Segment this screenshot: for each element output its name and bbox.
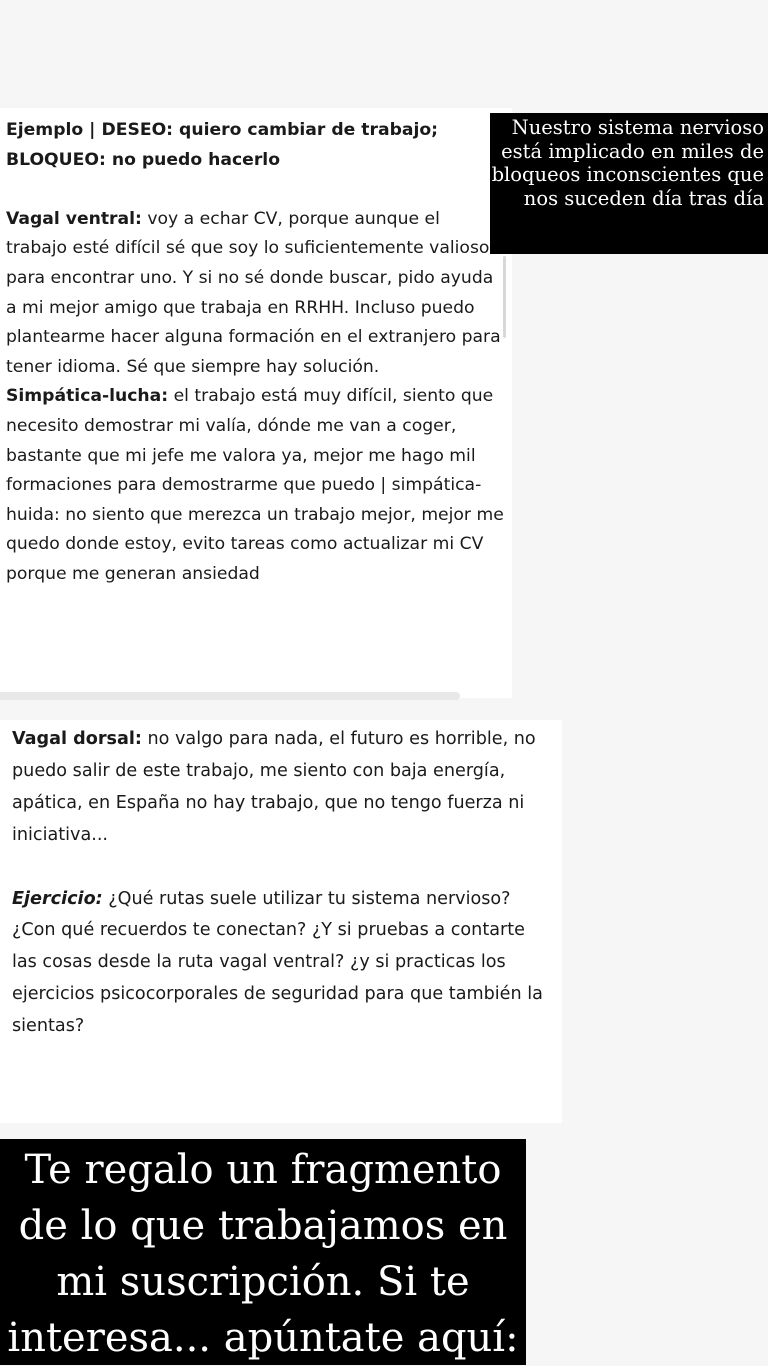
card-scrollbar[interactable] [503,256,506,338]
ventral-text: voy a echar CV, porque aunque el trabajo esté difícil sé que soy lo suficientemente valioso para encontrar uno. Y si no sé donde buscar, pido ayuda a mi mejor amigo que trabaja en RRHH. Incluso puedo plantearme hacer alguna formación en el extranjero para tener idioma. Sé que siempre hay solución. [6,208,501,377]
simpatica-paragraph [6,382,506,589]
ventral-label: Vagal ventral: [6,208,142,229]
cta-line-3: mi suscripción. Si te [56,1259,470,1305]
example-title-line2: BLOQUEO: no puedo hacerlo [6,149,281,170]
exercise-text: ¿Qué rutas suele utilizar tu sistema nervioso? ¿Con qué recuerdos te conectan? ¿Y si pruebas a contarte las cosas desde la ruta vagal ventral? ¿y si practicas los ejercicios psicocorporales de seguridad para que también la sientas? [12,888,543,1037]
cta-line-2: de lo que trabajamos en [18,1203,508,1249]
ventral-paragraph [6,205,506,383]
nervous-system-note [490,113,768,254]
exercise-label: Ejercicio: [12,888,103,909]
cta-line-4: interesa... apúntate aquí: [7,1315,519,1361]
card-shadow-divider [0,692,460,700]
dorsal-exercise-text [0,720,562,1043]
example-title [6,116,506,175]
dorsal-text: no valgo para nada, el futuro es horrible, no puedo salir de este trabajo, me siento con baja energía, apática, en España no hay trabajo, que no tengo fuerza ni iniciativa... [12,729,536,845]
exercise-paragraph [12,884,552,1044]
subscription-cta [0,1139,526,1365]
example-title-line1: Ejemplo | DESEO: quiero cambiar de trabajo; [6,120,439,140]
dorsal-paragraph [12,724,552,852]
note-text: Nuestro sistema nervioso está implicado en miles de bloqueos inconscientes que nos suceden día tras día [491,116,764,210]
simpatica-text: el trabajo está muy difícil, siento que necesito demostrar mi valía, dónde me van a coger, bastante que mi jefe me valora ya, mejor me hago mil formaciones para demostrarme que puedo | simpática-huida: no siento que merezca un trabajo mejor, mejor me quedo donde estoy, evito tareas como actualizar mi CV porque me generan ansiedad [6,386,504,584]
dorsal-exercise-card [0,720,562,1123]
example-card [0,108,512,698]
example-text [0,108,512,590]
simpatica-label: Simpática-lucha: [6,386,169,407]
dorsal-label: Vagal dorsal: [12,729,142,749]
cta-line-1: Te regalo un fragmento [24,1147,502,1193]
